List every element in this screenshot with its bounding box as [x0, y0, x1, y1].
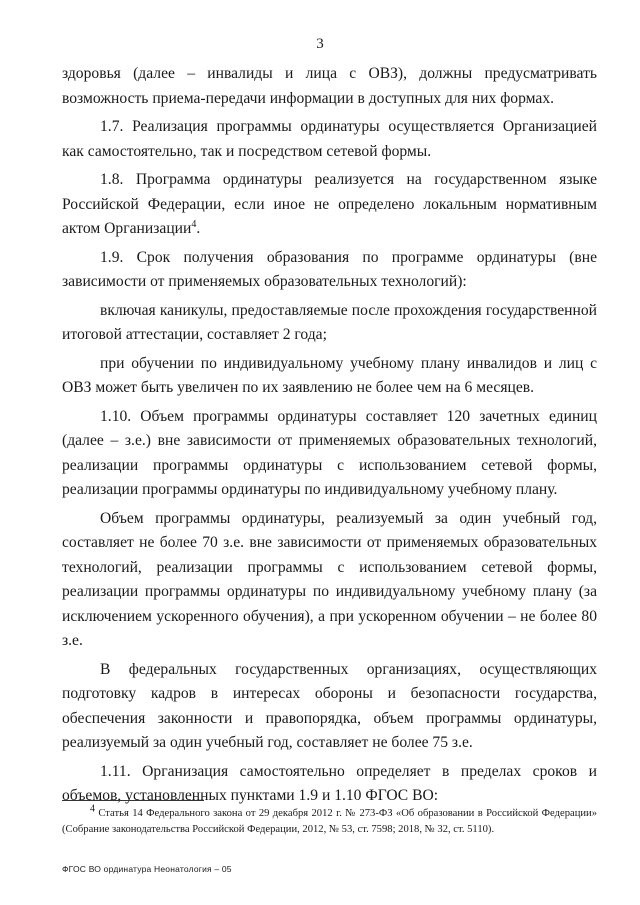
paragraph: 1.7. Реализация программы ординатуры осуществляется Организацией как самостоятельно, так и посредством сетевой формы.	[62, 118, 597, 160]
paragraph: 1.11. Организация самостоятельно определяет в пределах сроков и объемов, установленных пунктами 1.9 и 1.10 ФГОС ВО:	[62, 762, 597, 804]
document-footer: ФГОС ВО ординатура Неонатология – 05	[62, 864, 232, 874]
paragraph: здоровья (далее – инвалиды и лица с ОВЗ), должны предусматривать возможность приема-передачи информации в доступных для них формах.	[62, 65, 597, 107]
paragraph-text: 1.8. Программа ординатуры реализуется на государственном языке Российской Федерации, если иное не определено локальным нормативным актом Организации	[62, 171, 597, 237]
document-body	[62, 62, 597, 813]
footnote-reference: 4	[191, 218, 197, 230]
footnote-text: Статья 14 Федерального закона от 29 декабря 2012 г. № 273-ФЗ «Об образовании в Российской Федерации» (Собрание законодательства Российской Федерации, 2012, № 53, ст. 7598; 2018, № 32, ст. 5110).	[62, 808, 597, 835]
paragraph: 1.9. Срок получения образования по программе ординатуры (вне зависимости от применяемых образовательных технологий):	[62, 248, 597, 290]
paragraph-tail: .	[196, 220, 201, 237]
paragraph: включая каникулы, предоставляемые после прохождения государственной итоговой аттестации, составляет 2 года;	[62, 301, 597, 343]
paragraph: Объем программы ординатуры, реализуемый за один учебный год, составляет не более 70 з.е. вне зависимости от применяемых образовательных технологий, реализации программы с использованием сетевой формы, реализации программы ординатуры по индивидуальному учебному плану (за исключением ускоренного обучения), а при ускоренном обучении – не более 80 з.е.	[62, 509, 597, 649]
paragraph: В федеральных государственных организациях, осуществляющих подготовку кадров в интересах обороны и безопасности государства, обеспечения законности и правопорядка, объем программы ординатуры, реализуемый за один учебный год, составляет не более 75 з.е.	[62, 660, 597, 751]
paragraph: 1.10. Объем программы ординатуры составляет 120 зачетных единиц (далее – з.е.) вне зависимости от применяемых образовательных технологий, реализации программы ординатуры с использованием сетевой формы, реализации программы ординатуры по индивидуальному учебному плану.	[62, 407, 597, 498]
footnote-marker: 4	[90, 803, 95, 815]
footnote-divider	[62, 800, 204, 801]
paragraph: при обучении по индивидуальному учебному плану инвалидов и лиц с ОВЗ может быть увеличен по их заявлению не более чем на 6 месяцев.	[62, 354, 597, 396]
paragraph	[62, 168, 597, 242]
footnote	[62, 803, 597, 838]
page-number: 3	[316, 36, 324, 52]
